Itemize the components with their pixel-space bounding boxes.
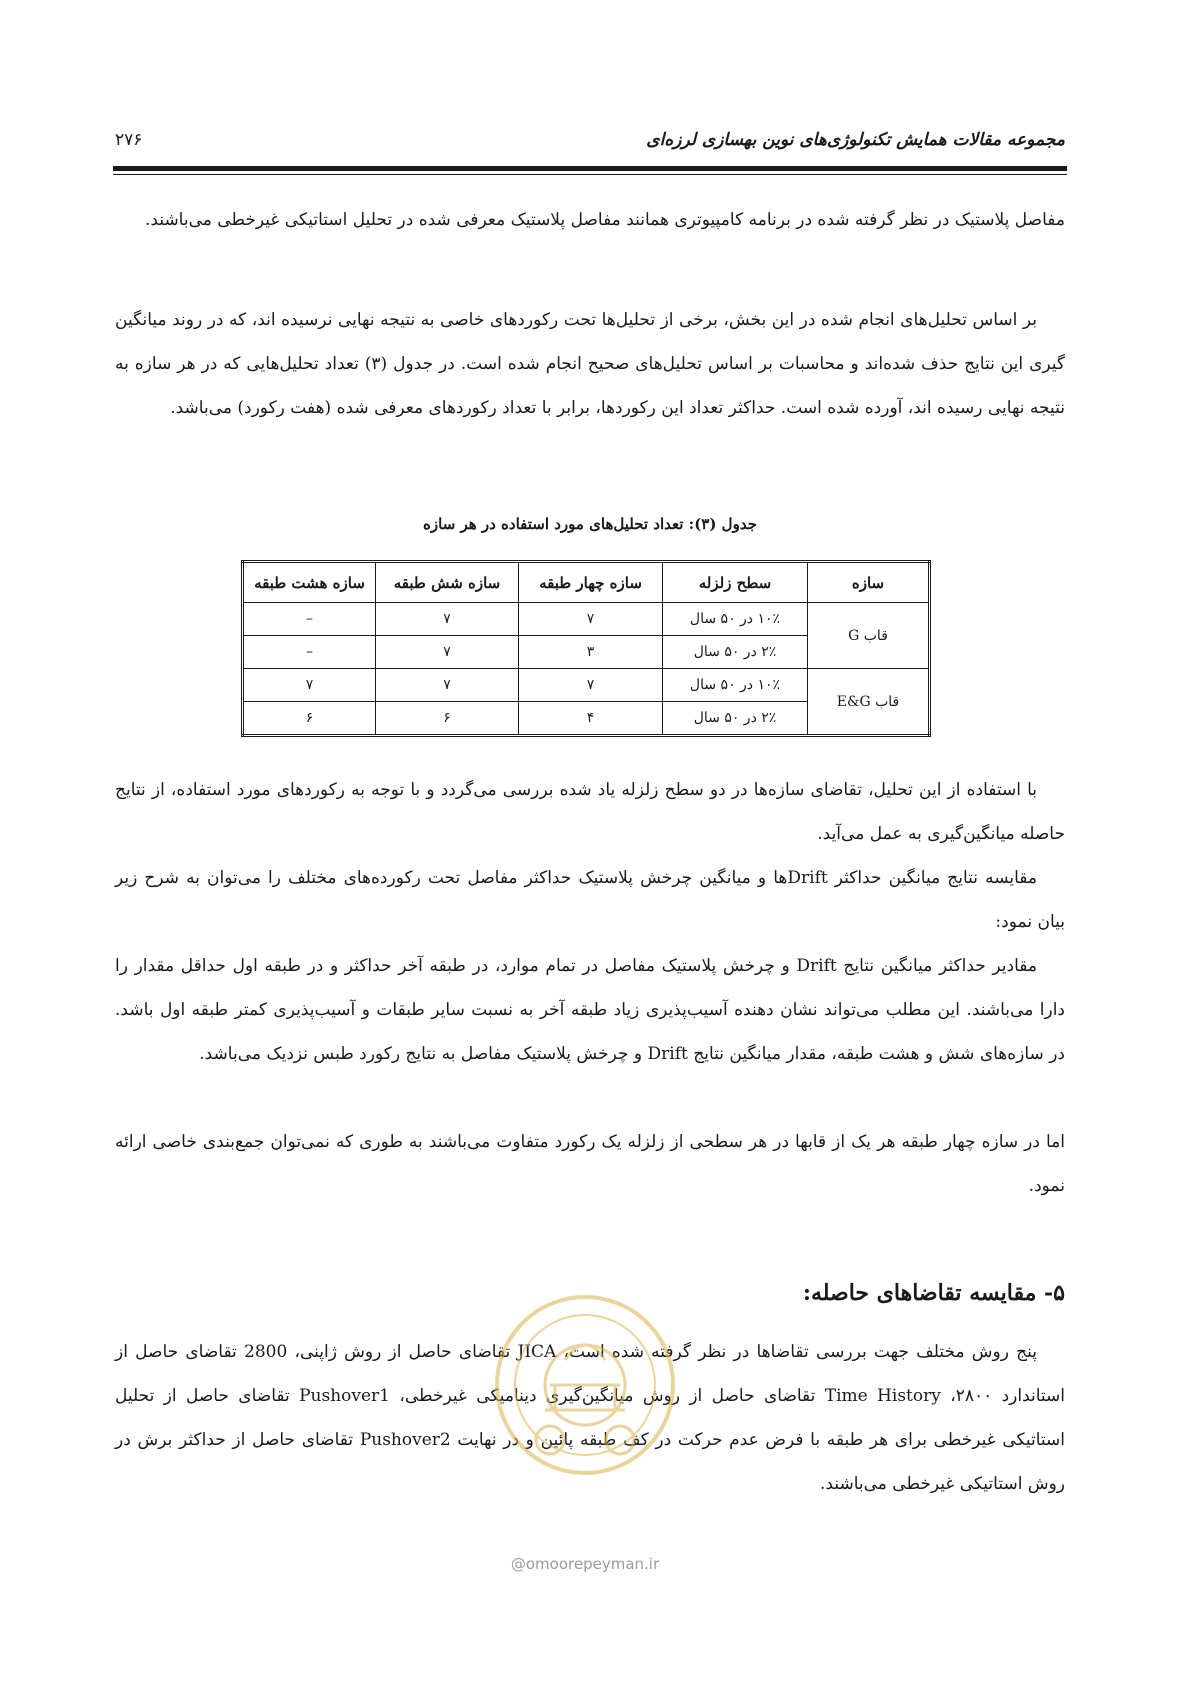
earthquake-level-cell: ۱۰٪ در ۵۰ سال	[663, 669, 808, 702]
eight-story-cell: –	[243, 603, 376, 636]
section-heading: ۵- مقایسه تقاضاهای حاصله:	[802, 1280, 1065, 1306]
earthquake-level-cell: ۲٪ در ۵۰ سال	[663, 702, 808, 736]
paragraph-plastic-hinges: مفاصل پلاستیک در نظر گرفته شده در برنامه کامپیوتری همانند مفاصل پلاستیک معرفی شده در تحلیل استاتیکی غیرخطی می‌باشند.	[144, 210, 1065, 230]
earthquake-level-cell: ۲٪ در ۵۰ سال	[663, 636, 808, 669]
six-story-cell: ۷	[376, 669, 519, 702]
watermark-url: @omoorepeyman.ir	[510, 1555, 660, 1573]
table-row	[243, 669, 930, 702]
four-story-cell: ۷	[519, 603, 663, 636]
six-story-cell: ۷	[376, 603, 519, 636]
header-rule-thick	[113, 166, 1067, 171]
table-caption: جدول (۳): تعداد تحلیل‌های مورد استفاده در هر سازه	[423, 515, 757, 533]
paragraph-demand-evaluation: با استفاده از این تحلیل، تقاضای سازه‌ها در دو سطح زلزله یاد شده بررسی می‌گردد و با توجه به رکوردهای مورد استفاده، از نتایج حاصله میانگین‌گیری به عمل می‌آید.	[115, 780, 1065, 844]
page-number: ۲۷۶	[115, 130, 143, 150]
eight-story-cell: –	[243, 636, 376, 669]
running-header	[115, 130, 1065, 170]
header-title: مجموعه مقالات همایش تکنولوژی‌های نوین بهسازی لرزه‌ای	[646, 130, 1065, 150]
frame-label: قاب G	[808, 603, 930, 669]
four-story-cell: ۷	[519, 669, 663, 702]
table-header-row	[243, 562, 930, 603]
col-header-earthquake-level: سطح زلزله	[663, 562, 808, 603]
analysis-count-table	[241, 560, 931, 737]
header-rule-thin	[113, 174, 1067, 175]
paragraph-four-story: اما در سازه چهار طبقه هر یک از قابها در هر سطحی از زلزله یک رکورد متفاوت می‌باشند به طوری که نمی‌توان جمع‌بندی خاصی ارائه نمود.	[115, 1132, 1065, 1196]
col-header-structure: سازه	[808, 562, 930, 603]
col-header-eight-story: سازه هشت طبقه	[243, 562, 376, 603]
eight-story-cell: ۷	[243, 669, 376, 702]
four-story-cell: ۳	[519, 636, 663, 669]
four-story-cell: ۴	[519, 702, 663, 736]
col-header-six-story: سازه شش طبقه	[376, 562, 519, 603]
paragraph-demand-methods: پنج روش مختلف جهت بررسی تقاضاها در نظر گرفته شده است، JICA تقاضای حاصل از روش ژاپنی، 2800 تقاضای حاصل از استاندارد ۲۸۰۰، Time History تقاضای حاصل از روش میانگین‌گیری دینامیکی غیرخطی، Pushover1 تقاضای حاصل از تحلیل استاتیکی غیرخطی برای هر طبقه با فرض عدم حرکت در کف طبقه پائین و در نهایت Pushover2 تقاضای حاصل از حداکثر برش در روش استاتیکی غیرخطی می‌باشند.	[115, 1342, 1066, 1494]
table-row	[243, 603, 930, 636]
frame-label: قاب E&G	[808, 669, 930, 736]
paragraph-max-drift: مقادیر حداکثر میانگین نتایج Drift و چرخش پلاستیک مفاصل در تمام موارد، در طبقه آخر حداکثر و در طبقه اول حداقل مقدار را دارا می‌باشند. این مطلب می‌تواند نشان دهنده آسیب‌پذیری زیاد طبقه آخر به نسبت سایر طبقات و آسیب‌پذیری کمتر طبقه اول باشد. در سازه‌های شش و هشت طبقه، مقدار میانگین نتایج Drift و چرخش پلاستیک مفاصل به نتایج رکورد طبس نزدیک می‌باشد.	[115, 956, 1065, 1064]
col-header-four-story: سازه چهار طبقه	[519, 562, 663, 603]
six-story-cell: ۶	[376, 702, 519, 736]
eight-story-cell: ۶	[243, 702, 376, 736]
paragraph-analysis-results: بر اساس تحلیل‌های انجام شده در این بخش، برخی از تحلیل‌ها تحت رکوردهای خاصی به نتیجه نهایی نرسیده اند، که در روند میانگین گیری این نتایج حذف شده‌اند و محاسبات بر اساس تحلیل‌های صحیح انجام شده است. در جدول (۳) تعداد تحلیل‌هایی که در هر سازه به نتیجه نهایی رسیده اند، آورده شده است. حداکثر تعداد این رکوردها، برابر با تعداد رکوردهای معرفی شده (هفت رکورد) می‌باشد.	[115, 310, 1065, 418]
six-story-cell: ۷	[376, 636, 519, 669]
earthquake-level-cell: ۱۰٪ در ۵۰ سال	[663, 603, 808, 636]
paragraph-drift-comparison: مقایسه نتایج میانگین حداکثر Driftها و میانگین چرخش پلاستیک حداکثر مفاصل تحت رکورده‌های مختلف را می‌توان به شرح زیر بیان نمود:	[115, 868, 1065, 932]
